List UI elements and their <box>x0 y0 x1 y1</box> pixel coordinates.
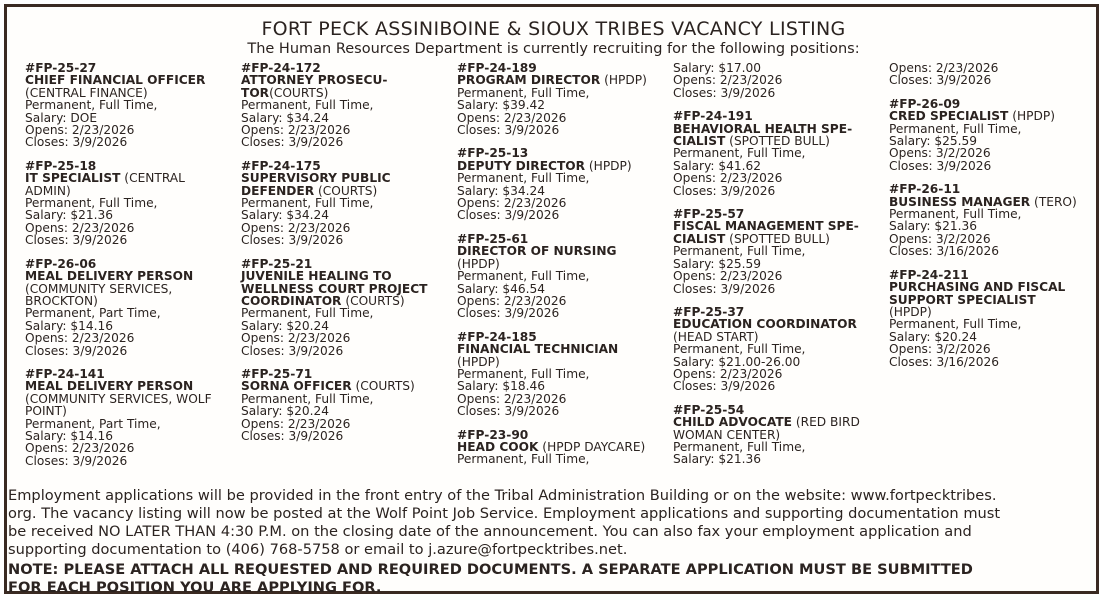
job-text: (COURTS) <box>269 85 329 100</box>
job-text: (RED BIRD <box>792 415 860 430</box>
job-text: (COURTS) <box>341 293 405 308</box>
job-text: Permanent, Part Time, <box>25 306 161 321</box>
job-text: Opens: 2/23/2026 <box>25 220 135 235</box>
job-text: Closes: 3/9/2026 <box>457 123 560 138</box>
job-text: Closes: 3/9/2026 <box>241 233 344 248</box>
job-text: Salary: $25.59 <box>889 134 978 149</box>
job-listing <box>25 62 235 149</box>
job-text: Salary: $21.36 <box>673 452 762 467</box>
job-title-text: #FP-25-57 <box>673 207 745 222</box>
job-text: Opens: 2/23/2026 <box>241 416 351 431</box>
job-detail-line <box>457 124 667 136</box>
job-title-text: #FP-23-90 <box>457 427 529 442</box>
job-title-text: #FP-24-185 <box>457 329 537 344</box>
job-detail-line <box>673 453 883 465</box>
job-detail-line <box>889 74 1094 86</box>
job-text: Salary: $21.36 <box>889 219 978 234</box>
job-text: Permanent, Full Time, <box>241 306 374 321</box>
job-listing <box>241 160 451 247</box>
job-title-text: SUPERVISORY PUBLIC <box>241 171 391 186</box>
job-text: Opens: 2/23/2026 <box>673 171 783 186</box>
job-text: Permanent, Full Time, <box>457 452 590 467</box>
job-text: Permanent, Full Time, <box>241 196 374 211</box>
job-text: Permanent, Part Time, <box>25 416 161 431</box>
job-title-text: WELLNESS COURT PROJECT <box>241 281 428 296</box>
job-text: Opens: 2/23/2026 <box>673 73 783 88</box>
job-title-text: #FP-26-09 <box>889 96 961 111</box>
job-text: Opens: 2/23/2026 <box>25 331 135 346</box>
job-text: Opens: 2/23/2026 <box>25 441 135 456</box>
job-title-text: IT SPECIALIST <box>25 171 121 186</box>
job-text: Closes: 3/9/2026 <box>241 135 344 150</box>
job-title-text: CIALIST <box>673 134 726 149</box>
job-title-text: #FP-25-37 <box>673 304 745 319</box>
job-text: (HEAD START) <box>673 329 759 344</box>
job-text: Opens: 2/23/2026 <box>25 123 135 138</box>
job-listing <box>241 368 451 442</box>
job-text: (HPDP) <box>457 256 500 271</box>
job-text: Permanent, Full Time, <box>889 121 1022 136</box>
job-title-text: PURCHASING AND FISCAL <box>889 280 1066 295</box>
note-line: FOR EACH POSITION YOU ARE APPLYING FOR. <box>8 579 382 596</box>
job-title-text: #FP-25-27 <box>25 61 97 75</box>
job-detail-line <box>457 307 667 319</box>
job-text: Closes: 3/9/2026 <box>457 306 560 321</box>
page-subtitle: The Human Resources Department is currently recruiting for the following positions: <box>247 41 860 57</box>
job-text: Salary: $34.24 <box>457 183 546 198</box>
job-listing <box>25 258 235 357</box>
job-listing <box>241 258 451 357</box>
job-text: Salary: $17.00 <box>673 61 762 75</box>
note-block <box>8 561 1098 597</box>
job-text: BROCKTON) <box>25 293 98 308</box>
job-title-text: DEPUTY DIRECTOR <box>457 158 586 173</box>
job-text: Salary: $21.36 <box>25 208 114 223</box>
job-title-text: #FP-24-191 <box>673 109 753 124</box>
job-text: Closes: 3/9/2026 <box>25 343 128 358</box>
listing-column-5 <box>889 62 1094 379</box>
job-title-text: CHILD ADVOCATE <box>673 415 792 430</box>
job-listing <box>889 98 1094 172</box>
job-text: Permanent, Full Time, <box>457 171 590 186</box>
job-listing <box>25 160 235 247</box>
job-listing <box>889 62 1094 87</box>
job-title-text: #FP-24-189 <box>457 61 537 75</box>
job-text: Closes: 3/16/2026 <box>889 244 1000 259</box>
job-text: Salary: $46.54 <box>457 281 546 296</box>
job-text: WOMAN CENTER) <box>673 427 781 442</box>
job-text: Closes: 3/9/2026 <box>889 158 992 173</box>
job-text: Opens: 2/23/2026 <box>457 293 567 308</box>
job-text: Salary: $18.46 <box>457 379 546 394</box>
job-text: Closes: 3/9/2026 <box>25 135 128 150</box>
job-detail-line <box>25 455 235 467</box>
job-text: Permanent, Full Time, <box>457 269 590 284</box>
job-detail-line <box>673 185 883 197</box>
job-title-text: FINANCIAL TECHNICIAN <box>457 342 619 357</box>
job-title-text: COORDINATOR <box>241 293 342 308</box>
job-text: Permanent, Full Time, <box>673 342 806 357</box>
job-text: Closes: 3/9/2026 <box>889 73 992 88</box>
job-title-text: #FP-25-18 <box>25 158 97 173</box>
job-text: Permanent, Full Time, <box>673 146 806 161</box>
job-text: Opens: 2/23/2026 <box>457 110 567 125</box>
job-text: Salary: $14.16 <box>25 318 114 333</box>
job-text: (HPDP) <box>889 304 932 319</box>
job-listing <box>673 110 883 197</box>
job-text: Salary: $14.16 <box>25 428 114 443</box>
job-text: Salary: $25.59 <box>673 256 762 271</box>
job-listing <box>673 208 883 295</box>
job-text: Permanent, Full Time, <box>889 317 1022 332</box>
job-listing <box>889 269 1094 368</box>
job-text: Permanent, Full Time, <box>25 196 158 211</box>
job-text: Permanent, Full Time, <box>241 391 374 406</box>
job-text: (HPDP DAYCARE) <box>538 439 646 454</box>
job-listing <box>457 147 667 221</box>
job-listing <box>457 62 667 136</box>
job-text: Opens: 2/23/2026 <box>457 391 567 406</box>
job-text: Closes: 3/9/2026 <box>673 379 776 394</box>
job-text: (CENTRAL FINANCE) <box>25 85 148 100</box>
job-title-text: EDUCATION COORDINATOR <box>673 317 857 332</box>
job-title-text: #FP-24-175 <box>241 158 321 173</box>
job-text: Salary: $20.24 <box>241 404 330 419</box>
job-title-text: JUVENILE HEALING TO <box>241 269 392 284</box>
job-detail-line <box>25 345 235 357</box>
job-text: Salary: $20.24 <box>889 329 978 344</box>
job-title-text: SUPPORT SPECIALIST <box>889 292 1036 307</box>
job-text: Permanent, Full Time, <box>241 98 374 113</box>
job-text: Permanent, Full Time, <box>673 244 806 259</box>
job-text: (TERO) <box>1030 194 1077 209</box>
job-text: Opens: 2/23/2026 <box>457 196 567 211</box>
job-title-text: ATTORNEY PROSECU- <box>241 73 388 88</box>
job-detail-line <box>241 430 451 442</box>
job-detail-line <box>241 136 451 148</box>
instruction-line: be received NO LATER THAN 4:30 P.M. on the closing date of the announcement. You can also fax your employment application and <box>8 523 972 540</box>
job-title-text: #FP-24-211 <box>889 267 969 282</box>
job-listing <box>241 62 451 149</box>
job-title-text: DEFENDER <box>241 183 315 198</box>
job-detail-line <box>673 87 883 99</box>
job-text: (HPDP) <box>600 73 647 88</box>
job-title-text: PROGRAM DIRECTOR <box>457 73 601 88</box>
instruction-line: supporting documentation to (406) 768-5758 or email to j.azure@fortpecktribes.net. <box>8 541 628 558</box>
job-text: Opens: 2/23/2026 <box>673 366 783 381</box>
job-title-text: CRED SPECIALIST <box>889 109 1009 124</box>
job-listing <box>889 183 1094 257</box>
job-text: (CENTRAL <box>120 171 185 186</box>
job-text: Opens: 3/2/2026 <box>889 342 991 357</box>
job-text: Salary: $20.24 <box>241 318 330 333</box>
job-text: Closes: 3/9/2026 <box>457 404 560 419</box>
job-detail-line <box>673 283 883 295</box>
job-text: (HPDP) <box>1008 109 1055 124</box>
job-title-text: MEAL DELIVERY PERSON <box>25 269 194 284</box>
job-title-text: CIALIST <box>673 231 726 246</box>
job-text: ADMIN) <box>25 183 71 198</box>
job-text: Closes: 3/9/2026 <box>673 281 776 296</box>
job-text: Closes: 3/9/2026 <box>25 233 128 248</box>
job-title-text: #FP-25-13 <box>457 146 529 161</box>
job-listing <box>457 429 667 466</box>
job-title-text: #FP-25-21 <box>241 256 313 271</box>
job-title-text: #FP-24-172 <box>241 61 321 75</box>
note-line: NOTE: PLEASE ATTACH ALL REQUESTED AND REQUIRED DOCUMENTS. A SEPARATE APPLICATION MUST BE SUBMITTED <box>8 561 973 578</box>
job-text: Permanent, Full Time, <box>673 439 806 454</box>
job-listing <box>673 306 883 393</box>
job-text: (SPOTTED BULL) <box>725 231 830 246</box>
job-text: Opens: 3/2/2026 <box>889 146 991 161</box>
application-instructions <box>8 487 1098 597</box>
job-text: Permanent, Full Time, <box>457 85 590 100</box>
job-text: Salary: $41.62 <box>673 158 762 173</box>
job-text: (COMMUNITY SERVICES, WOLF <box>25 391 212 406</box>
job-text: Closes: 3/9/2026 <box>673 183 776 198</box>
job-text: Opens: 2/23/2026 <box>241 220 351 235</box>
job-title-text: SORNA OFFICER <box>241 379 352 394</box>
job-detail-line <box>241 345 451 357</box>
job-text: Closes: 3/9/2026 <box>241 343 344 358</box>
job-title-text: #FP-25-54 <box>673 402 745 417</box>
job-text: Closes: 3/9/2026 <box>241 428 344 443</box>
job-text: Closes: 3/9/2026 <box>25 453 128 468</box>
job-text: (SPOTTED BULL) <box>725 134 830 149</box>
job-text: (COURTS) <box>351 379 415 394</box>
job-text: Opens: 2/23/2026 <box>673 269 783 284</box>
listing-column-3 <box>457 62 667 477</box>
job-detail-line <box>457 405 667 417</box>
job-title-text: FISCAL MANAGEMENT SPE- <box>673 219 859 234</box>
job-detail-line <box>241 234 451 246</box>
job-text: Salary: $34.24 <box>241 208 330 223</box>
job-text: Permanent, Full Time, <box>25 98 158 113</box>
job-text: Opens: 2/23/2026 <box>889 61 999 75</box>
job-title-text: #FP-25-71 <box>241 366 313 381</box>
job-text: Closes: 3/9/2026 <box>673 85 776 100</box>
job-text: Opens: 2/23/2026 <box>241 123 351 138</box>
job-text: Closes: 3/16/2026 <box>889 354 1000 369</box>
instruction-line: org. The vacancy listing will now be posted at the Wolf Point Job Service. Employment applications and supporting documentation must <box>8 505 1001 522</box>
job-title-text: TOR <box>241 85 270 100</box>
job-text: Closes: 3/9/2026 <box>457 208 560 223</box>
job-text: Permanent, Full Time, <box>457 366 590 381</box>
job-text: (HPDP) <box>585 158 632 173</box>
job-detail-line <box>889 356 1094 368</box>
job-listing <box>673 62 883 99</box>
job-text: Opens: 3/2/2026 <box>889 231 991 246</box>
job-text: Salary: $21.00-26.00 <box>673 354 801 369</box>
job-detail-line <box>889 160 1094 172</box>
job-text: Permanent, Full Time, <box>889 207 1022 222</box>
job-title-text: #FP-26-11 <box>889 182 961 197</box>
page-title: FORT PECK ASSINIBOINE & SIOUX TRIBES VACANCY LISTING <box>261 18 846 40</box>
job-text: Salary: DOE <box>25 110 98 125</box>
job-listing <box>457 331 667 418</box>
job-title-text: HEAD COOK <box>457 439 539 454</box>
job-text: Opens: 2/23/2026 <box>241 331 351 346</box>
job-text: (HPDP) <box>457 354 500 369</box>
instruction-line: Employment applications will be provided in the front entry of the Tribal Administration Building or on the website: www.fortpecktribes. <box>8 487 997 504</box>
job-title-text: BUSINESS MANAGER <box>889 194 1031 209</box>
job-listing <box>25 368 235 467</box>
listing-column-1 <box>25 62 235 478</box>
job-text: POINT) <box>25 404 67 419</box>
job-text: (COMMUNITY SERVICES, <box>25 281 173 296</box>
job-title-text: #FP-24-141 <box>25 366 105 381</box>
job-detail-line <box>25 234 235 246</box>
job-text: Salary: $34.24 <box>241 110 330 125</box>
listing-column-4 <box>673 62 883 477</box>
job-text: (COURTS) <box>314 183 378 198</box>
job-title-text: MEAL DELIVERY PERSON <box>25 379 194 394</box>
job-listing <box>457 233 667 320</box>
job-title-text: BEHAVIORAL HEALTH SPE- <box>673 121 853 136</box>
listing-column-2 <box>241 62 451 453</box>
job-listing <box>673 404 883 466</box>
job-detail-line <box>673 380 883 392</box>
job-detail-line <box>457 453 667 465</box>
job-detail-line <box>25 136 235 148</box>
job-title-text: #FP-25-61 <box>457 231 529 246</box>
job-title-text: DIRECTOR OF NURSING <box>457 244 617 259</box>
job-title-text: CHIEF FINANCIAL OFFICER <box>25 73 206 88</box>
job-title-text: #FP-26-06 <box>25 256 97 271</box>
job-detail-line <box>889 245 1094 257</box>
job-detail-line <box>457 209 667 221</box>
job-text: Salary: $39.42 <box>457 98 546 113</box>
